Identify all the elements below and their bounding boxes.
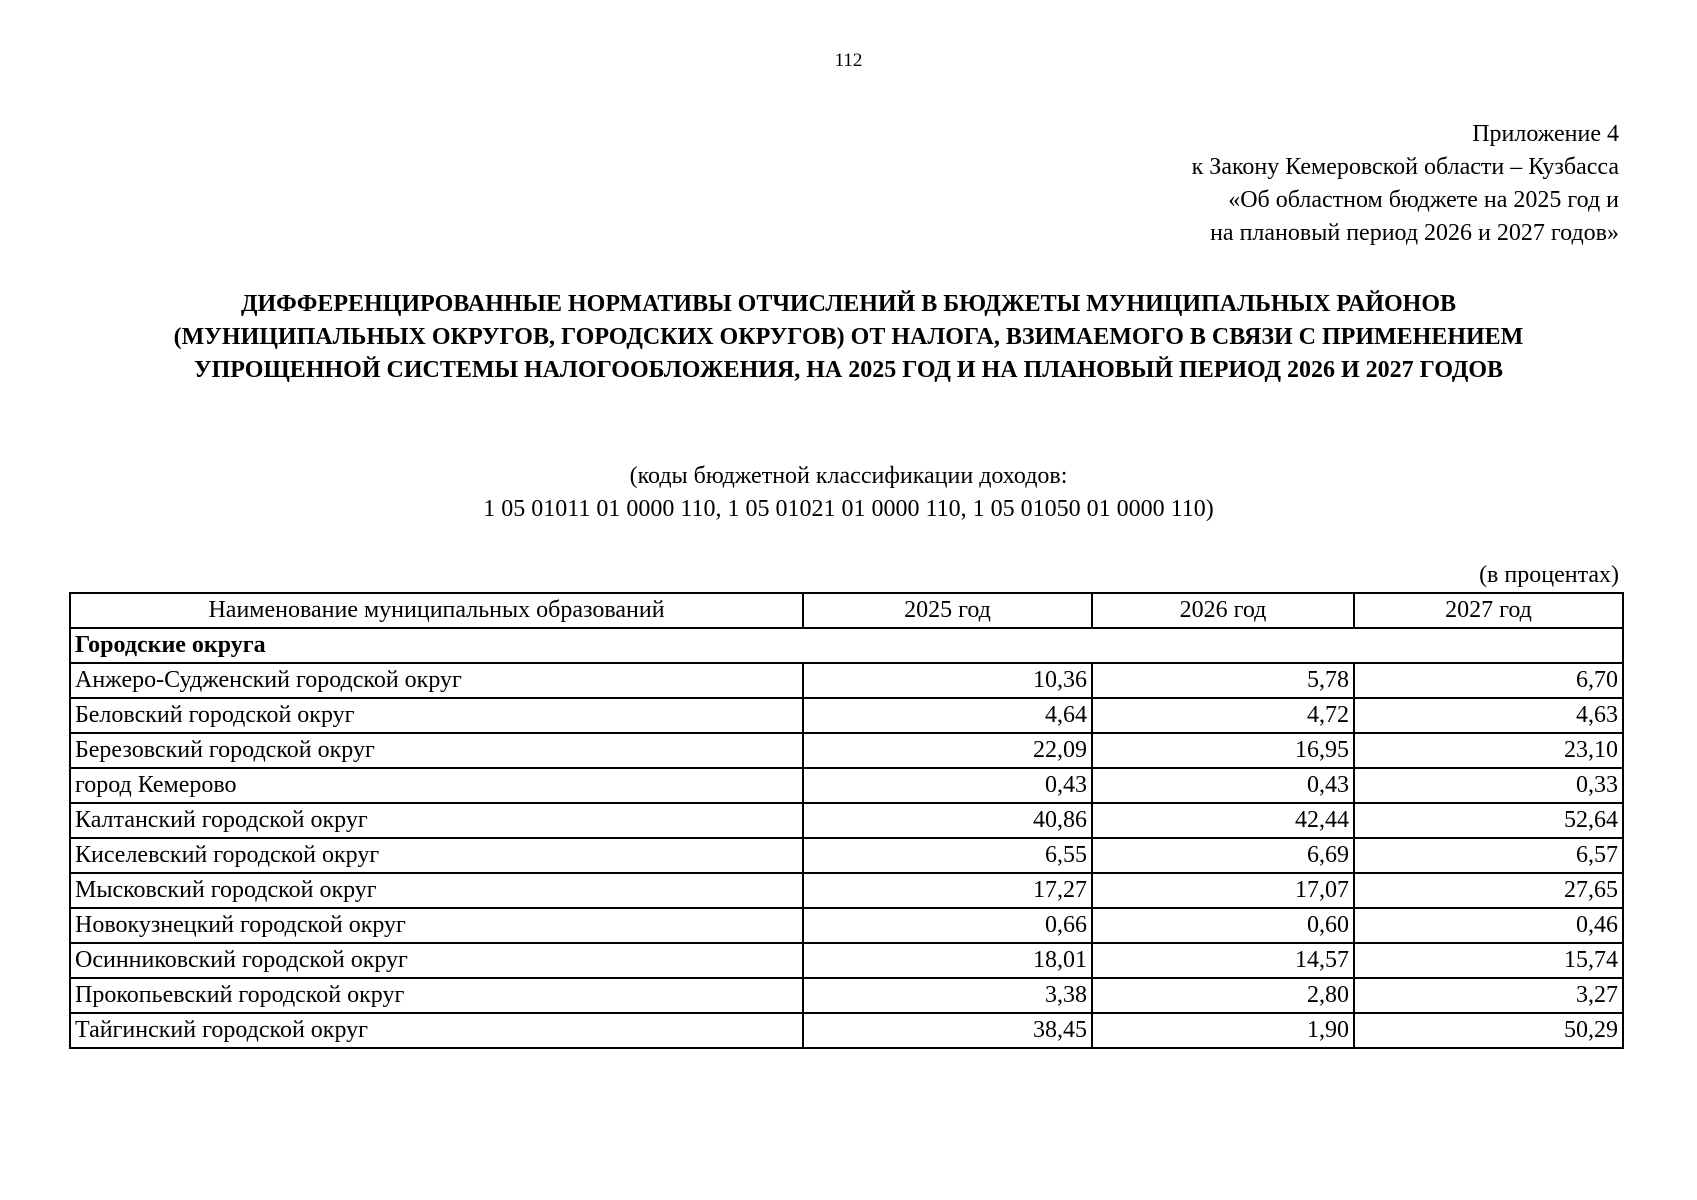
table-row	[70, 1013, 1623, 1048]
value-2026: 42,44	[1092, 803, 1354, 838]
value-2025: 0,66	[803, 908, 1092, 943]
value-2026: 0,43	[1092, 768, 1354, 803]
table-header-row	[70, 593, 1623, 628]
value-2025: 18,01	[803, 943, 1092, 978]
value-2026: 0,60	[1092, 908, 1354, 943]
municipality-name: Анжеро-Судженский городской округ	[70, 663, 803, 698]
title-line: ДИФФЕРЕНЦИРОВАННЫЕ НОРМАТИВЫ ОТЧИСЛЕНИЙ В БЮДЖЕТЫ МУНИЦИПАЛЬНЫХ РАЙОНОВ	[240, 291, 1457, 317]
document-title	[60, 288, 1637, 387]
municipality-name: Осинниковский городской округ	[70, 943, 803, 978]
page-number: 112	[834, 50, 863, 71]
value-2025: 0,43	[803, 768, 1092, 803]
value-2027: 0,46	[1354, 908, 1623, 943]
column-header-2025: 2025 год	[803, 593, 1092, 628]
value-2026: 1,90	[1092, 1013, 1354, 1048]
municipality-name: Березовский городской округ	[70, 733, 803, 768]
value-2025: 17,27	[803, 873, 1092, 908]
table-row	[70, 978, 1623, 1013]
value-2026: 4,72	[1092, 698, 1354, 733]
value-2027: 23,10	[1354, 733, 1623, 768]
municipality-name: Новокузнецкий городской округ	[70, 908, 803, 943]
column-header-2027: 2027 год	[1354, 593, 1623, 628]
appendix-line: к Закону Кемеровской области – Кузбасса	[1191, 154, 1619, 180]
municipality-name: Мысковский городской округ	[70, 873, 803, 908]
table-row	[70, 803, 1623, 838]
table-row	[70, 733, 1623, 768]
codes-line: 1 05 01011 01 0000 110, 1 05 01021 01 0000 110, 1 05 01050 01 0000 110)	[483, 496, 1214, 522]
column-header-name: Наименование муниципальных образований	[70, 593, 803, 628]
value-2026: 6,69	[1092, 838, 1354, 873]
table-row	[70, 698, 1623, 733]
value-2027: 52,64	[1354, 803, 1623, 838]
column-header-2026: 2026 год	[1092, 593, 1354, 628]
table-row	[70, 908, 1623, 943]
municipality-name: Калтанский городской округ	[70, 803, 803, 838]
table-row	[70, 943, 1623, 978]
municipality-name: Прокопьевский городской округ	[70, 978, 803, 1013]
municipality-name: Беловский городской округ	[70, 698, 803, 733]
value-2026: 2,80	[1092, 978, 1354, 1013]
value-2026: 16,95	[1092, 733, 1354, 768]
appendix-reference	[1192, 118, 1619, 250]
value-2027: 6,57	[1354, 838, 1623, 873]
value-2027: 3,27	[1354, 978, 1623, 1013]
table-row	[70, 663, 1623, 698]
value-2025: 4,64	[803, 698, 1092, 733]
group-row	[70, 628, 1623, 663]
value-2025: 38,45	[803, 1013, 1092, 1048]
value-2027: 4,63	[1354, 698, 1623, 733]
appendix-line: «Об областном бюджете на 2025 год и	[1228, 187, 1619, 213]
title-line: УПРОЩЕННОЙ СИСТЕМЫ НАЛОГООБЛОЖЕНИЯ, НА 2025 ГОД И НА ПЛАНОВЫЙ ПЕРИОД 2026 И 2027 ГОДОВ	[193, 357, 1504, 383]
table-row	[70, 838, 1623, 873]
value-2027: 27,65	[1354, 873, 1623, 908]
value-2026: 17,07	[1092, 873, 1354, 908]
appendix-line: Приложение 4	[1472, 121, 1619, 147]
value-2026: 14,57	[1092, 943, 1354, 978]
value-2025: 22,09	[803, 733, 1092, 768]
value-2025: 3,38	[803, 978, 1092, 1013]
group-label: Городские округа	[70, 628, 1623, 663]
municipality-name: Тайгинский городской округ	[70, 1013, 803, 1048]
norms-table	[69, 592, 1624, 1049]
value-2026: 5,78	[1092, 663, 1354, 698]
value-2027: 6,70	[1354, 663, 1623, 698]
municipality-name: город Кемерово	[70, 768, 803, 803]
units-note: (в процентах)	[1479, 562, 1619, 588]
value-2025: 40,86	[803, 803, 1092, 838]
table-row	[70, 873, 1623, 908]
appendix-line: на плановый период 2026 и 2027 годов»	[1210, 220, 1619, 246]
municipality-name: Киселевский городской округ	[70, 838, 803, 873]
value-2027: 50,29	[1354, 1013, 1623, 1048]
classification-codes	[0, 460, 1697, 526]
table-row	[70, 768, 1623, 803]
codes-line: (коды бюджетной классификации доходов:	[629, 463, 1068, 489]
value-2027: 0,33	[1354, 768, 1623, 803]
value-2027: 15,74	[1354, 943, 1623, 978]
value-2025: 6,55	[803, 838, 1092, 873]
value-2025: 10,36	[803, 663, 1092, 698]
title-line: (МУНИЦИПАЛЬНЫХ ОКРУГОВ, ГОРОДСКИХ ОКРУГОВ) ОТ НАЛОГА, ВЗИМАЕМОГО В СВЯЗИ С ПРИМЕНЕНИЕМ	[173, 324, 1524, 350]
